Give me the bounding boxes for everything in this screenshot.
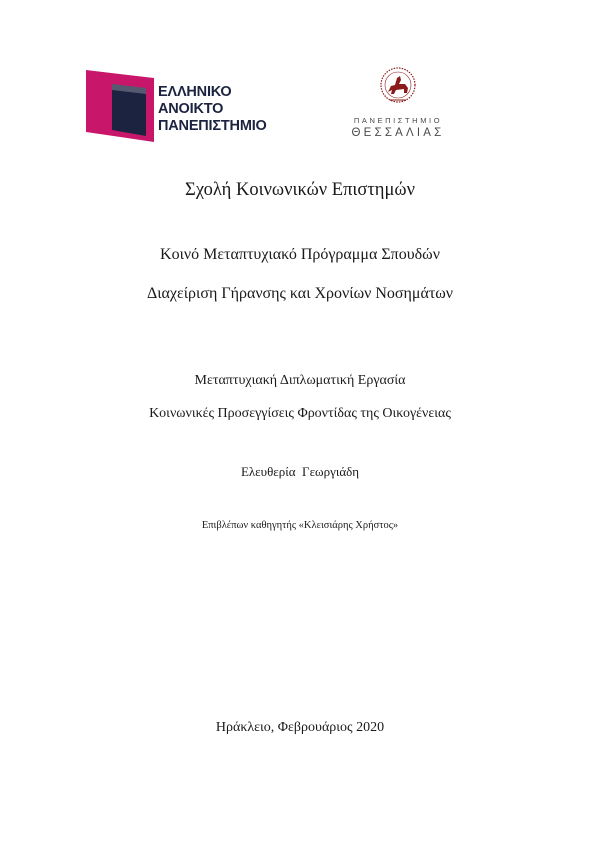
program-title-line2: Διαχείριση Γήρανσης και Χρονίων Νοσημάτων	[146, 285, 454, 302]
supervisor: Επιβλέπων καθηγητής «Κλεισιάρης Χρήστος»	[201, 520, 399, 531]
uth-logo	[342, 66, 454, 146]
thesis-title: Κοινωνικές Προσεγγίσεις Φροντίδας της Οικογένειας	[149, 406, 451, 421]
uth-logo-line2: ΘΕΣΣΑΛΙΑΣ	[351, 127, 445, 139]
thesis-type: Μεταπτυχιακή Διπλωματική Εργασία	[194, 373, 406, 388]
eap-logo-line: ΑΝΟΙΚΤΟ	[158, 101, 224, 117]
eap-emblem-icon	[86, 70, 154, 142]
school-name: Σχολή Κοινωνικών Επιστημών	[185, 180, 415, 200]
eap-logo-line: ΠΑΝΕΠΙΣΤΗΜΙΟ	[158, 118, 267, 134]
author-name: Ελευθερία Γεωργιάδη	[240, 464, 360, 479]
program-title-line1: Κοινό Μεταπτυχιακό Πρόγραμμα Σπουδών	[160, 246, 440, 263]
place-date: Ηράκλειο, Φεβρουάριος 2020	[215, 720, 385, 735]
uth-logo-line1: ΠΑΝΕΠΙΣΤΗΜΙΟ	[353, 116, 443, 125]
centaur-seal-icon	[379, 66, 417, 110]
eap-logo-text	[158, 84, 267, 135]
eap-logo	[86, 70, 271, 142]
eap-logo-line: ΕΛΛΗΝΙΚΟ	[158, 84, 232, 100]
